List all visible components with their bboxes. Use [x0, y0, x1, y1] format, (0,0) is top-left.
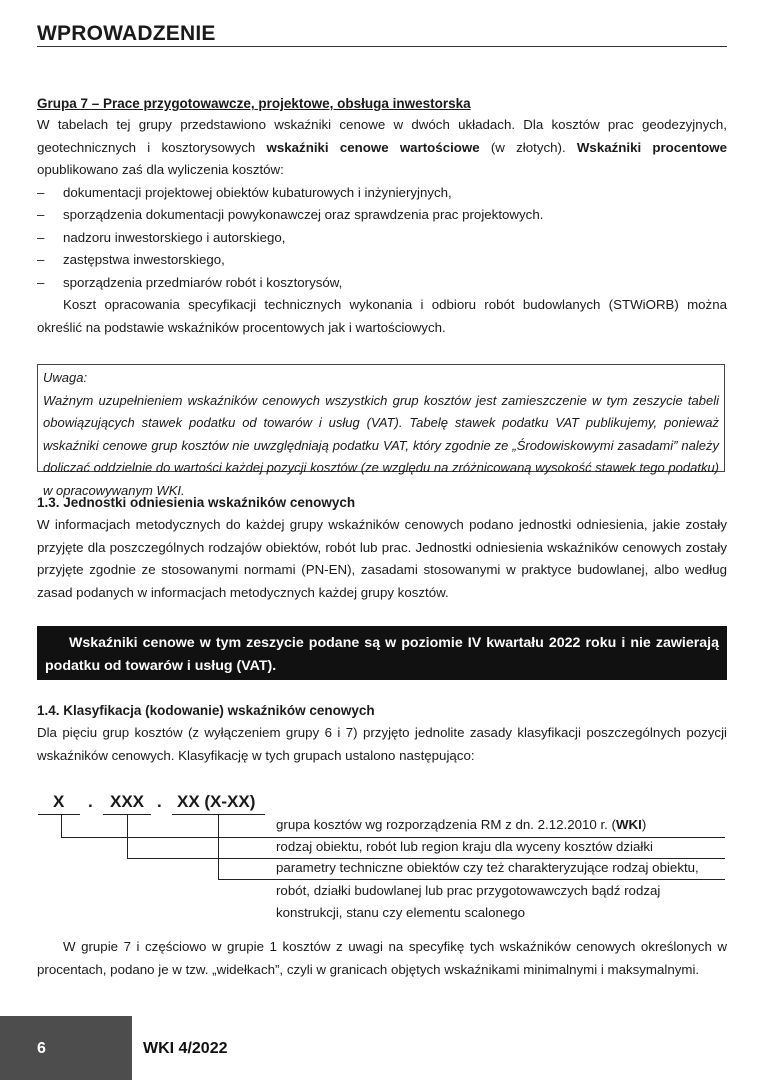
- footer-title: WKI 4/2022: [143, 1040, 228, 1057]
- code-desc-3: parametry techniczne obiektów czy też charakteryzujące rodzaj obiektu, robót, działki budowlanej lub prac przygotowawczych bądź rodzaj konstrukcji, stanu czy elementu scalonego: [276, 860, 699, 920]
- list-item-text: sporządzenia dokumentacji powykonawczej oraz sprawdzenia prac projektowych.: [63, 207, 544, 222]
- list-item: [37, 182, 727, 205]
- list-item: [37, 227, 727, 250]
- vat-banner: [37, 626, 727, 680]
- group7-list: [37, 182, 727, 295]
- list-item-text: sporządzenia przedmiarów robót i kosztorysów,: [63, 274, 343, 290]
- header-rule: [37, 46, 727, 47]
- code-desc-1-c: ): [641, 817, 647, 832]
- tree-vertical-2: [127, 814, 128, 858]
- list-dash: –: [37, 274, 45, 290]
- list-item-text: dokumentacji projektowej obiektów kubaturowych i inżynieryjnych,: [63, 184, 452, 200]
- list-dash: –: [37, 252, 45, 267]
- section-1-3-heading: 1.3. Jednostki odniesienia wskaźników cenowych: [37, 495, 356, 510]
- section-1-3-text: W informacjach metodycznych do każdej grupy wskaźników cenowych podano jednostki odniesienia, jakie zostały przyjęte dla poszczególnych rodzajów obiektów, robót lub prac. Jednostki odniesienia wskaźników cenowych zostały przyjęte zgodnie ze stosowanymi normami (PN-EN), zasadami stosowanymi w praktyce budowlanej, albo według zasad podanych w informacjach metodycznych każdej grupy kosztów.: [37, 517, 727, 600]
- footer-grey-block: [0, 1016, 132, 1080]
- group7-p1-d: Wskaźniki procentowe: [576, 139, 728, 155]
- code-desc-1-b: WKI: [616, 817, 642, 832]
- code-underline-1: [38, 814, 80, 815]
- code-part-1: X: [53, 792, 65, 811]
- section-1-4-heading: 1.4. Klasyfikacja (kodowanie) wskaźników cenowych: [37, 703, 375, 718]
- code-dot-2: .: [157, 792, 162, 811]
- list-item: [37, 204, 727, 227]
- group7-p1-e: opublikowano zaś dla wyliczenia kosztów:: [37, 162, 284, 177]
- list-dash: –: [37, 184, 45, 200]
- list-item: [37, 249, 727, 272]
- vat-banner-text: Wskaźniki cenowe w tym zeszycie podane są w poziomie IV kwartału 2022 roku i nie zawierają podatku od towarów i usług (VAT).: [45, 635, 719, 674]
- group7-p1-b: wskaźniki cenowe wartościowe: [266, 139, 480, 155]
- note-box: [37, 364, 725, 498]
- section-1-4-text: Dla pięciu grup kosztów (z wyłączeniem grupy 6 i 7) przyjęto jednolite zasady klasyfikacji poszczególnych pozycji wskaźników cenowych. Klasyfikację w tych grupach ustalono następująco:: [37, 725, 727, 763]
- group7-p1-c: (w złotych).: [479, 139, 577, 155]
- note-text: Ważnym uzupełnieniem wskaźników cenowych wszystkich grup kosztów jest zamieszczenie w tym zeszycie tabeli obowiązujących stawek podatku od towarów i usług (VAT). Tabelę stawek podatku VAT publikujemy, ponieważ wskaźniki cenowe grup kosztów nie uwzględniają podatku VAT, który zgodnie ze „Środowiskowymi zasadami” należy doliczać oddzielnie do wartości każdej pozycji kosztów (ze względu na zróżnicowaną wysokość stawek tego podatku) w opracowywanym WKI.: [43, 392, 719, 498]
- code-dot-1: .: [88, 792, 93, 811]
- code-desc-1: [276, 814, 716, 837]
- list-item: [37, 272, 727, 295]
- closing-paragraph: W grupie 7 i częściowo w grupie 1 kosztów z uwagi na specyfikę tych wskaźników cenowych określonych w procentach, podano je w tzw. „widełkach”, czyli w granicach objętych wskaźnikami minimalnymi i maksymalnymi.: [37, 939, 727, 977]
- note-label: Uwaga:: [43, 370, 88, 385]
- tree-vertical-3: [218, 814, 219, 880]
- tree-vertical-1: [61, 814, 62, 838]
- page-number: 6: [37, 1040, 46, 1057]
- section-1-4: [37, 700, 727, 767]
- code-part-3: XX (X-XX): [177, 792, 256, 811]
- list-dash: –: [37, 207, 45, 222]
- page-header-title: WPROWADZENIE: [37, 22, 216, 45]
- code-part-2: XXX: [110, 792, 145, 811]
- group7-p1-a: W tabelach tej grupy przedstawiono wskaźniki cenowe w dwóch układach. Dla kosztów prac geodezyjnych, geotechnicznych i kosztorysowych: [37, 117, 727, 155]
- group7-heading: Grupa 7 – Prace przygotowawcze, projektowe, obsługa inwestorska: [37, 96, 471, 111]
- code-desc-1-a: grupa kosztów wg rozporządzenia RM z dn. 2.12.2010 r. (: [276, 817, 616, 832]
- list-dash: –: [37, 229, 45, 245]
- code-desc-2: rodzaj obiektu, robót lub region kraju dla wyceny kosztów działki: [276, 839, 653, 854]
- list-item-text: nadzoru inwestorskiego i autorskiego,: [63, 229, 286, 245]
- group7-paragraph: [37, 114, 727, 182]
- section-1-3: [37, 492, 727, 604]
- list-item-text: zastępstwa inwestorskiego,: [63, 252, 225, 267]
- group7-paragraph-2: Koszt opracowania specyfikacji technicznych wykonania i odbioru robót budowlanych (STWiORB) można określić na podstawie wskaźników procentowych jak i wartościowych.: [37, 297, 727, 335]
- group7-section: [37, 94, 727, 339]
